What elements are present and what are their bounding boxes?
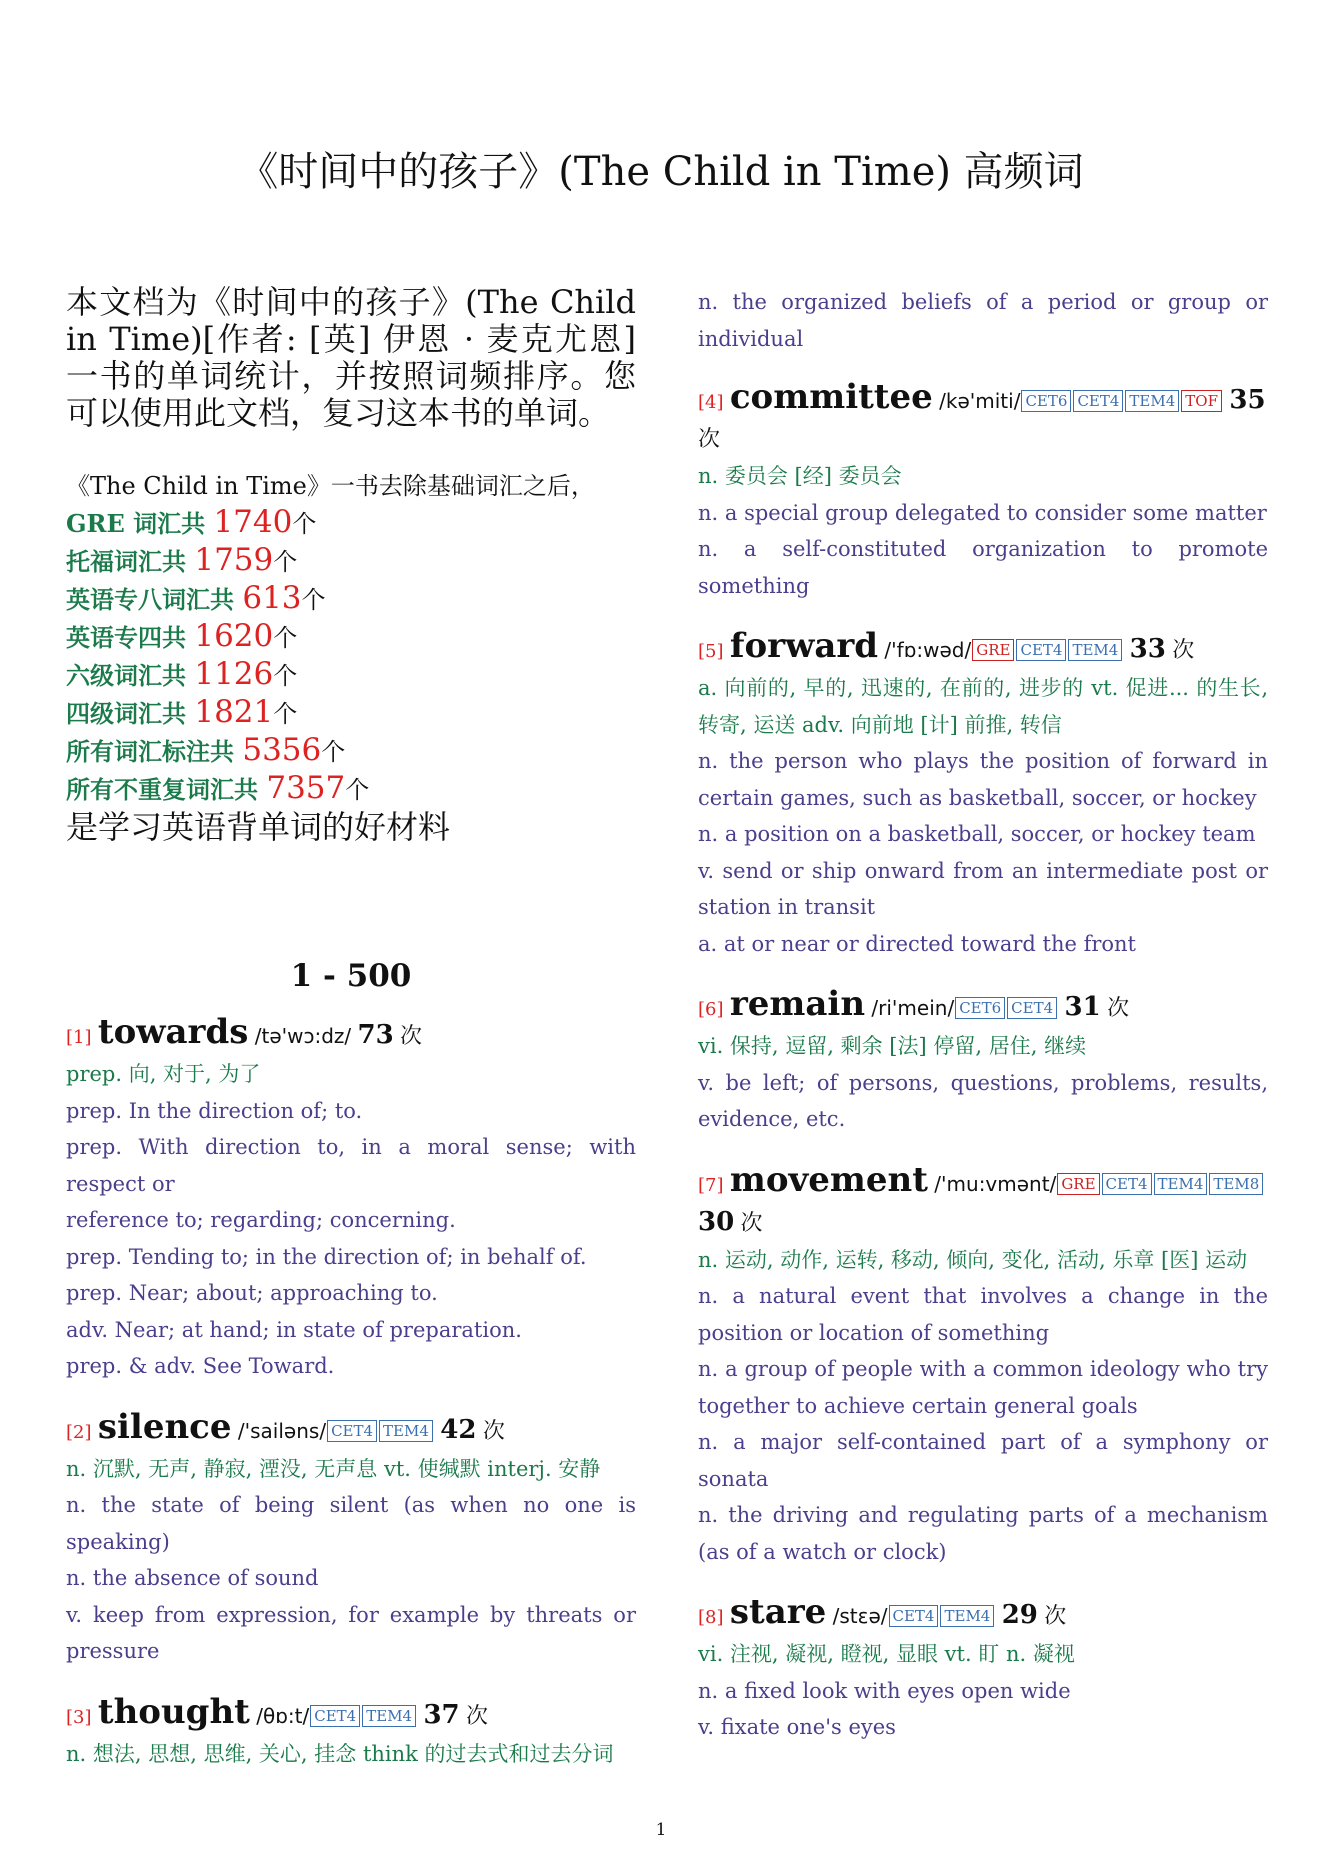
exam-tag: CET4	[1016, 639, 1066, 661]
exam-tag: CET4	[1007, 997, 1057, 1019]
definition-english: a. at or near or directed toward the front	[698, 931, 1136, 956]
definition-chinese: vi. 注视, 凝视, 瞪视, 显眼 vt. 盯 n. 凝视	[698, 1642, 1075, 1666]
definition-english: v. be left; of persons, questions, problems, results, evidence, etc.	[698, 1070, 1268, 1131]
exam-tag: GRE	[1057, 1173, 1099, 1195]
range-heading: 1 - 500	[290, 958, 412, 994]
page-title: 《时间中的孩子》(The Child in Time) 高频词	[238, 149, 1084, 195]
stat-line	[66, 580, 636, 618]
entry-index: [5]	[698, 641, 724, 662]
exam-tag: TEM8	[1209, 1173, 1263, 1195]
entry-header	[698, 379, 1268, 458]
definition-english: prep. In the direction of; to.	[66, 1098, 363, 1123]
definition-chinese: prep. 向, 对于, 为了	[66, 1062, 261, 1086]
entry-phonetic: /'mu:vmənt/	[934, 1171, 1057, 1196]
definition-english: n. the person who plays the position of forward in certain games, such as basketball, soccer, or hockey	[698, 749, 1268, 810]
entry-count-unit: 次	[400, 1024, 423, 1049]
closing-line: 是学习英语背单词的好材料	[66, 808, 451, 846]
definition-english: v. fixate one's eyes	[698, 1715, 896, 1739]
entry-header	[66, 1406, 636, 1451]
word-entry	[66, 1691, 636, 1773]
exam-tag: GRE	[972, 639, 1014, 661]
entry-word: thought	[97, 1691, 250, 1732]
stat-label: 英语专四共	[66, 623, 195, 652]
definition-english: n. a major self-contained part of a symphony or sonata	[698, 1430, 1268, 1491]
exam-tag: CET4	[1073, 390, 1123, 412]
entry-word: silence	[97, 1406, 232, 1447]
exam-tag: TEM4	[940, 1605, 994, 1627]
stat-line	[66, 770, 636, 808]
continuation-definition: n. the organized beliefs of a period or group or individual	[698, 290, 1268, 351]
stat-label: 四级词汇共	[66, 699, 195, 728]
entry-phonetic: /'fɒ:wəd/	[884, 638, 972, 662]
word-entry	[698, 1159, 1268, 1571]
entry-index: [2]	[66, 1421, 92, 1443]
page-number: 1	[655, 1820, 667, 1840]
left-column	[66, 284, 636, 1796]
definition-english: n. a group of people with a common ideology who try together to achieve certain general goals	[698, 1357, 1268, 1418]
exam-tag: TEM4	[1154, 1173, 1208, 1195]
entry-count-unit: 次	[740, 1210, 763, 1236]
stat-line	[66, 504, 636, 542]
definition-english: n. a special group delegated to consider some matter	[698, 500, 1267, 525]
entry-index: [3]	[66, 1706, 92, 1728]
stat-unit: 个	[301, 586, 326, 614]
entry-count-unit: 次	[482, 1418, 505, 1444]
exam-tag: TEM4	[1125, 390, 1179, 412]
entry-count-unit: 次	[698, 427, 721, 452]
definition-english: n. the driving and regulating parts of a mechanism (as of a watch or clock)	[698, 1503, 1268, 1564]
definition-chinese: n. 运动, 动作, 运转, 移动, 倾向, 变化, 活动, 乐章 [医] 运动	[698, 1247, 1248, 1272]
stat-count: 5356	[242, 732, 322, 768]
definition-english: n. the absence of sound	[66, 1566, 319, 1590]
stat-label: 托福词汇共	[66, 547, 195, 576]
entry-header	[698, 1159, 1268, 1242]
exam-tag: CET4	[889, 1605, 939, 1627]
entry-count: 42	[440, 1414, 477, 1445]
stat-count: 1740	[213, 504, 293, 540]
exam-tag: TOF	[1181, 390, 1222, 412]
exam-tag: TEM4	[379, 1420, 433, 1442]
stat-line	[66, 732, 636, 770]
word-entry	[66, 1406, 636, 1670]
definition-english: n. the state of being silent (as when no one is speaking)	[66, 1493, 636, 1554]
entry-header	[698, 986, 1268, 1028]
exam-tag: TEM4	[362, 1705, 416, 1727]
entry-index: [6]	[698, 999, 724, 1020]
definition-english: n. a self-constituted organization to promote something	[698, 537, 1268, 598]
stat-unit: 个	[345, 776, 370, 804]
stat-count: 1821	[194, 694, 274, 730]
intro-paragraph: 本文档为《时间中的孩子》(The Child in Time)[作者: [英] 伊恩 · 麦克尤恩] 一书的单词统计，并按照词频排序。您可以使用此文档，复习这本书的单词。	[66, 283, 636, 432]
stat-line	[66, 656, 636, 694]
entry-header	[698, 628, 1268, 670]
definition-english: prep. & adv. See Toward.	[66, 1354, 335, 1378]
entry-index: [7]	[698, 1174, 724, 1196]
stats-lead: 《The Child in Time》一书去除基础词汇之后，	[66, 472, 595, 500]
entry-index: [1]	[66, 1027, 92, 1048]
entry-phonetic: /kə'miti/	[939, 389, 1021, 413]
entry-count: 37	[423, 1699, 460, 1730]
stat-unit: 个	[273, 700, 298, 728]
entry-count: 31	[1064, 992, 1101, 1022]
definition-chinese: vi. 保持, 逗留, 剩余 [法] 停留, 居住, 继续	[698, 1034, 1087, 1058]
stat-label: 六级词汇共	[66, 661, 195, 690]
definition-english: prep. Tending to; in the direction of; in behalf of.	[66, 1244, 587, 1269]
exam-tag: CET6	[1021, 390, 1071, 412]
exam-tag: TEM4	[1068, 639, 1122, 661]
definition-chinese: n. 委员会 [经] 委员会	[698, 464, 902, 488]
stat-count: 7357	[266, 770, 346, 806]
exam-tag: CET4	[327, 1420, 377, 1442]
word-entry	[66, 1014, 636, 1385]
definition-english: prep. With direction to, in a moral sense; with respect or	[66, 1135, 636, 1196]
stat-unit: 个	[292, 510, 317, 538]
entry-count: 33	[1129, 634, 1166, 664]
exam-tag: CET4	[310, 1705, 360, 1727]
entry-phonetic: /ri'mein/	[871, 996, 955, 1020]
entry-phonetic: /stεə/	[832, 1604, 888, 1628]
definition-english: prep. Near; about; approaching to.	[66, 1281, 438, 1305]
word-entry	[698, 986, 1268, 1138]
right-column	[698, 284, 1268, 1770]
stat-unit: 个	[321, 738, 346, 766]
definition-english: v. keep from expression, for example by threats or pressure	[66, 1602, 636, 1663]
exam-tag: CET6	[955, 997, 1005, 1019]
definition-english: n. a natural event that involves a change in the position or location of something	[698, 1284, 1268, 1345]
stat-line	[66, 618, 636, 656]
entry-header	[66, 1014, 636, 1056]
entry-count-unit: 次	[1107, 996, 1130, 1021]
definition-english: adv. Near; at hand; in state of preparation.	[66, 1317, 522, 1342]
word-entry	[698, 628, 1268, 962]
entry-header	[66, 1691, 636, 1736]
entry-count-unit: 次	[466, 1703, 489, 1729]
stat-label: 英语专八词汇共	[66, 585, 243, 614]
entry-count: 35	[1229, 385, 1266, 415]
entry-phonetic: /θɒ:t/	[256, 1703, 310, 1728]
entry-header	[698, 1594, 1268, 1636]
stat-label: GRE 词汇共	[66, 509, 214, 538]
entry-phonetic: /tə'wɔ:dz/	[254, 1024, 352, 1048]
stats-list	[66, 504, 636, 808]
entry-word: remain	[729, 984, 866, 1024]
entry-count-unit: 次	[1044, 1604, 1067, 1629]
stat-line	[66, 694, 636, 732]
stat-count: 1126	[194, 656, 274, 692]
word-entry	[698, 1594, 1268, 1746]
word-entry	[698, 379, 1268, 604]
stat-count: 1620	[194, 618, 274, 654]
entry-phonetic: /'sailəns/	[237, 1418, 327, 1443]
stat-line	[66, 542, 636, 580]
entry-word: movement	[729, 1159, 928, 1200]
entry-index: [4]	[698, 392, 724, 413]
entry-word: stare	[729, 1592, 827, 1632]
definition-english: reference to; regarding; concerning.	[66, 1208, 456, 1232]
stat-count: 613	[242, 580, 302, 616]
stat-unit: 个	[273, 548, 298, 576]
entry-count: 30	[698, 1206, 735, 1237]
right-entries	[698, 379, 1268, 1746]
stat-label: 所有不重复词汇共	[66, 775, 267, 804]
entry-word: forward	[729, 626, 879, 666]
definition-english: n. a fixed look with eyes open wide	[698, 1678, 1071, 1703]
definition-chinese: n. 想法, 思想, 思维, 关心, 挂念 think 的过去式和过去分词	[66, 1741, 614, 1766]
exam-tag: CET4	[1102, 1173, 1152, 1195]
definition-chinese: a. 向前的, 早的, 迅速的, 在前的, 进步的 vt. 促进... 的生长, 转寄, 运送 adv. 向前地 [计] 前推, 转信	[698, 676, 1268, 737]
definition-english: v. send or ship onward from an intermediate post or station in transit	[698, 858, 1268, 919]
definition-chinese: n. 沉默, 无声, 静寂, 湮没, 无声息 vt. 使缄默 interj. 安静	[66, 1456, 601, 1481]
entry-index: [8]	[698, 1607, 724, 1628]
entry-count: 29	[1001, 1600, 1038, 1630]
entry-word: towards	[97, 1012, 249, 1052]
stat-count: 1759	[194, 542, 274, 578]
entry-count-unit: 次	[1172, 638, 1195, 663]
definition-english: n. a position on a basketball, soccer, or hockey team	[698, 822, 1256, 846]
entry-word: committee	[729, 377, 933, 417]
stat-unit: 个	[273, 624, 298, 652]
stat-unit: 个	[273, 662, 298, 690]
entry-count: 73	[357, 1020, 394, 1050]
left-entries	[66, 1014, 636, 1772]
stat-label: 所有词汇标注共	[66, 737, 243, 766]
